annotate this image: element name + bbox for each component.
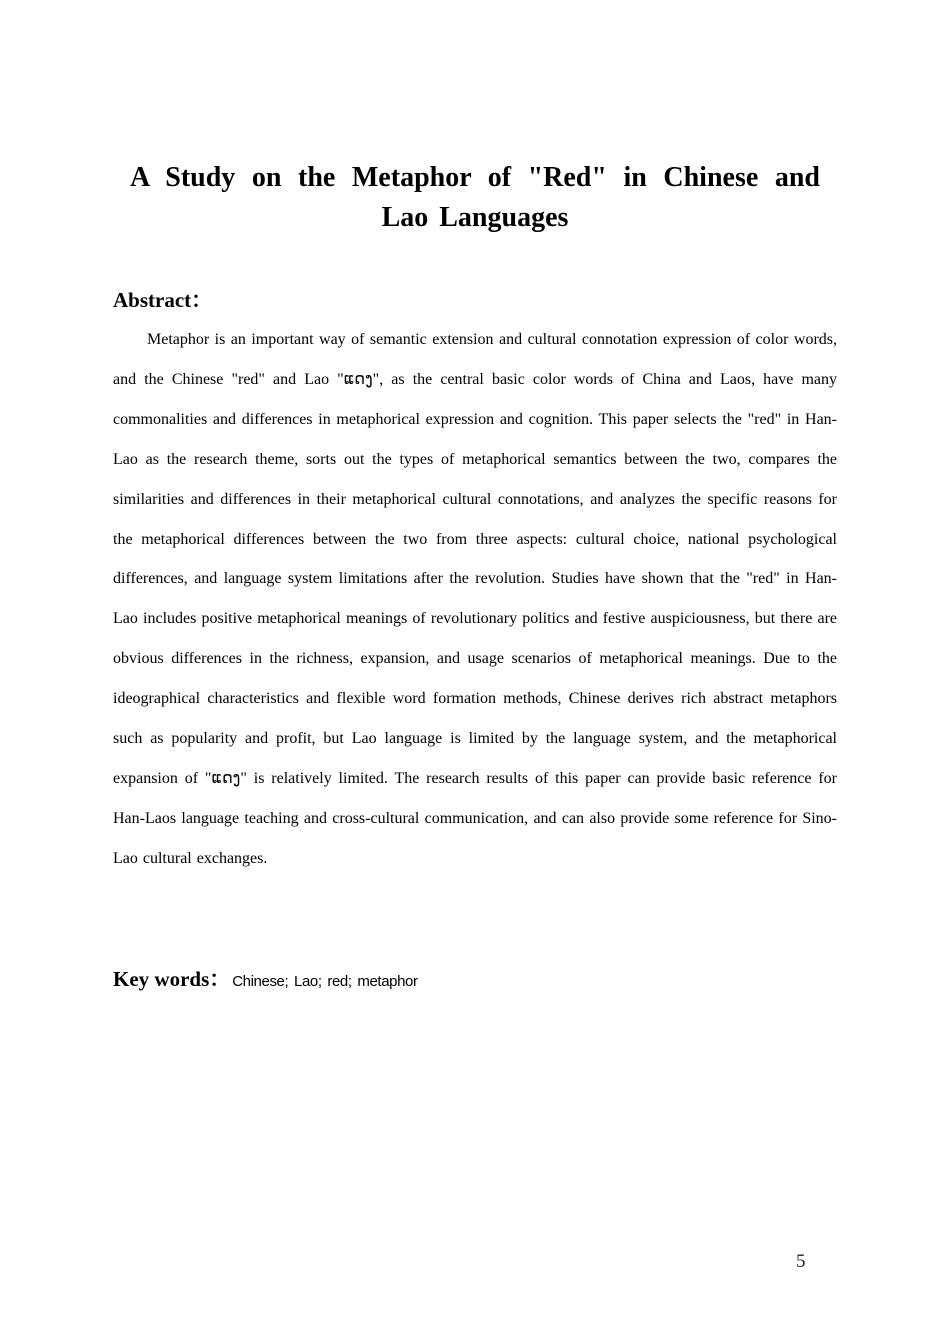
keywords-value: Chinese; Lao; red; metaphor bbox=[232, 973, 418, 990]
page-number: 5 bbox=[796, 1251, 806, 1272]
abstract-body: Metaphor is an important way of semantic extension and cultural connotation expression of color words, and the Chinese "red" and Lao "ແດງ", as the central basic color words of China and Laos, have many commonalities and differences in metaphorical expression and cognition. This paper selects the "red" in Han-Lao as the research theme, sorts out the types of metaphorical semantics between the two, compares the similarities and differences in their metaphorical cultural connotations, and analyzes the specific reasons for the metaphorical differences between the two from three aspects: cultural choice, national psychological differences, and language system limitations after the revolution. Studies have shown that the "red" in Han-Lao includes positive metaphorical meanings of revolutionary politics and festive auspiciousness, but there are obvious differences in the richness, expansion, and usage scenarios of metaphorical meanings. Due to the ideographical characteristics and flexible word formation methods, Chinese derives rich abstract metaphors such as popularity and profit, but Lao language is limited by the language system, and the metaphorical expansion of "ແດງ" is relatively limited. The research results of this paper can provide basic reference for Han-Laos language teaching and cross-cultural communication, and can also provide some reference for Sino-Lao cultural exchanges. bbox=[113, 331, 837, 867]
abstract-heading-colon: ： bbox=[191, 288, 213, 312]
paper-title: A Study on the Metaphor of "Red" in Chinese and Lao Languages bbox=[130, 162, 820, 233]
keywords-label: Key words bbox=[113, 967, 210, 991]
keywords-colon: ： bbox=[209, 967, 231, 991]
abstract-heading-label: Abstract bbox=[113, 288, 192, 312]
abstract-heading bbox=[113, 285, 212, 315]
keywords-line bbox=[113, 963, 418, 998]
